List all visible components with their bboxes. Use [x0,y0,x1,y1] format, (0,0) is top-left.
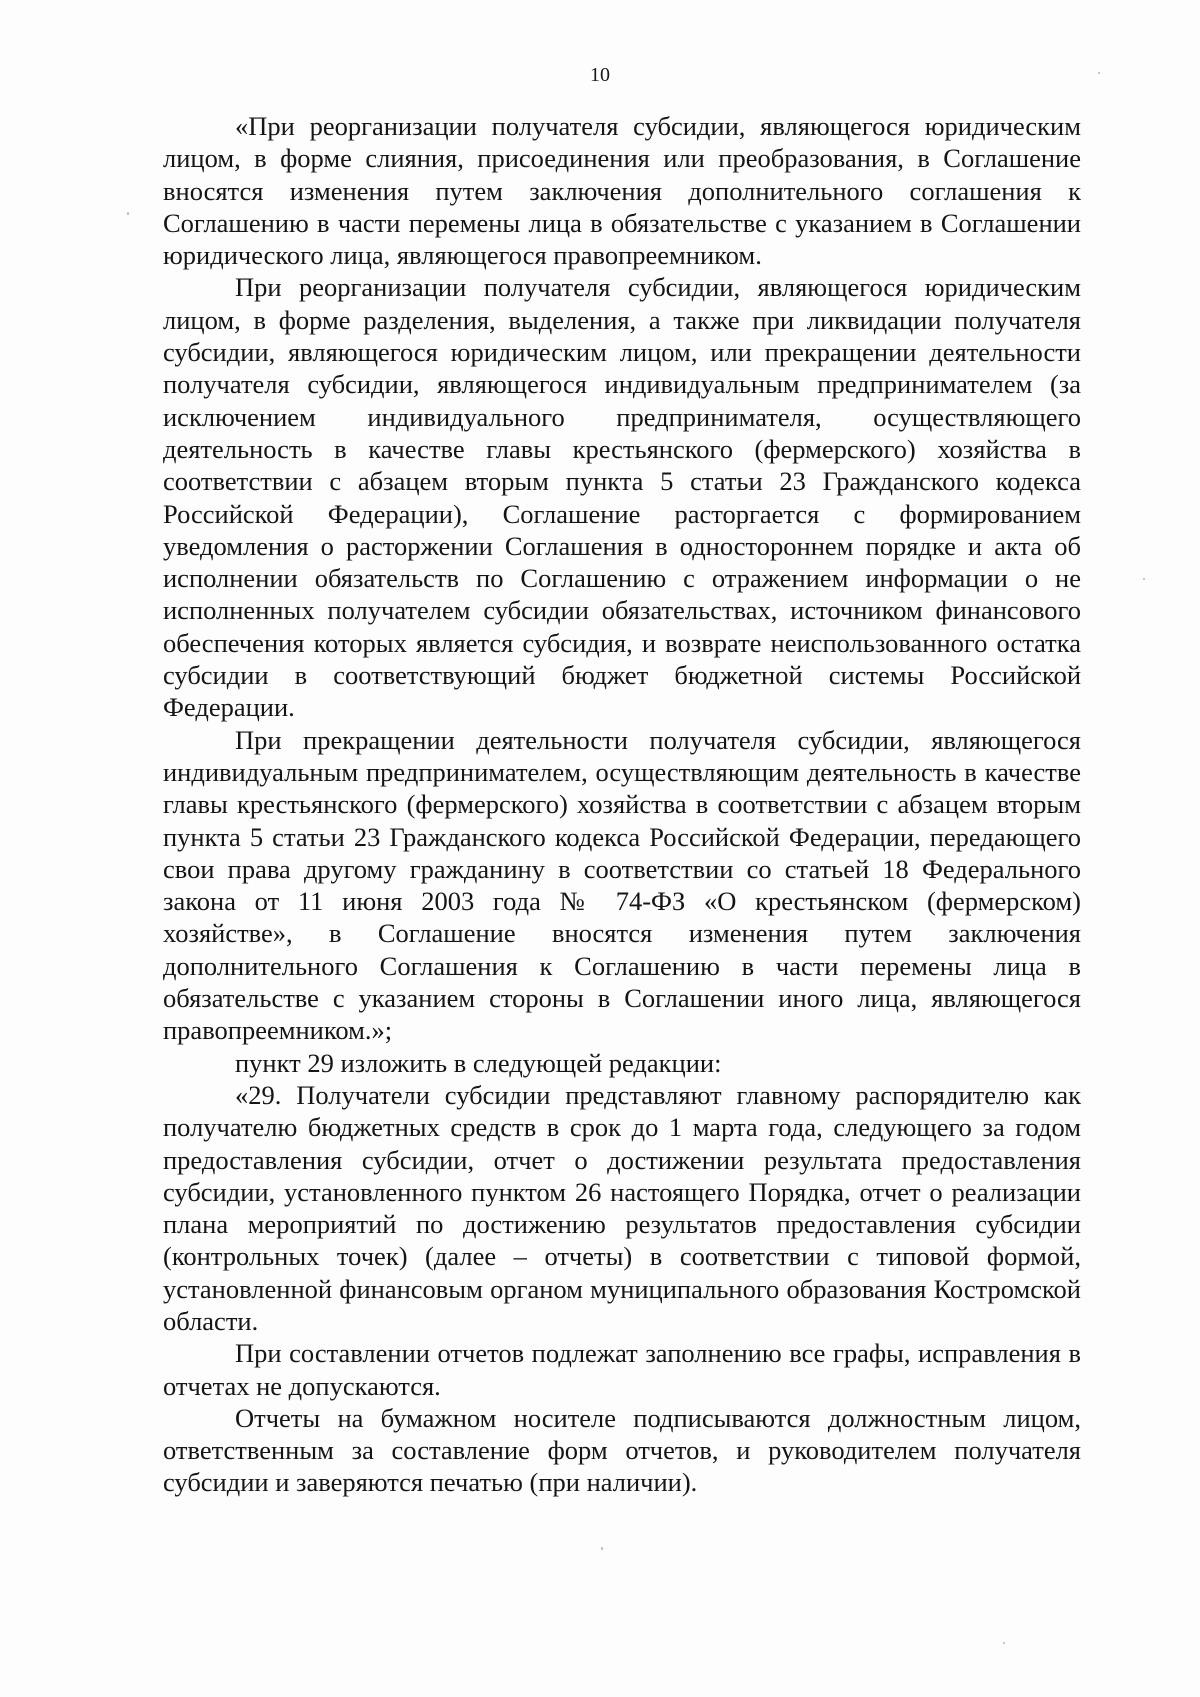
scan-speck [127,212,129,215]
paragraph-reorganization-merger: «При реорганизации получателя субсидии, являющегося юридическим лицом, в форме слияния, присоединения или преобразования, в Соглашение вносятся изменения путем заключения дополнительного соглашения к Соглашению в части перемены лица в обязательстве с указанием в Соглашении юридического лица, являющегося правопреемником. [163,111,1081,271]
paragraph-reports-filling: При составлении отчетов подлежат заполнению все графы, исправления в отчетах не допускаются. [163,1338,1081,1401]
paragraph-reorganization-division: При реорганизации получателя субсидии, являющегося юридическим лицом, в форме разделения, выделения, а также при ликвидации получателя субсидии, являющегося юридическим лицом, или прекращении деятельности получателя субсидии, являющегося индивидуальным предпринимателем (за исключением индивидуального предпринимателя, осуществляющего деятельность в качестве главы крестьянского (фермерского) хозяйства в соответствии с абзацем вторым пункта 5 статьи 23 Гражданского кодекса Российской Федерации), Соглашение расторгается с формированием уведомления о расторжении Соглашения в одностороннем порядке и акта об исполнении обязательств по Соглашению с отражением информации о не исполненных получателем субсидии обязательствах, источником финансового обеспечения которых является субсидия, и возврате неиспользованного остатка субсидии в соответствующий бюджет бюджетной системы Российской Федерации. [163,272,1081,723]
scan-speck [1098,72,1100,74]
paragraph-reports-signing: Отчеты на бумажном носителе подписываются должностным лицом, ответственным за составление форм отчетов, и руководителем получателя субсидии и заверяются печатью (при наличии). [163,1402,1081,1498]
scan-speck [1003,1642,1005,1644]
paragraph-item-29: «29. Получатели субсидии представляют главному распорядителю как получателю бюджетных средств в срок до 1 марта года, следующего за годом предоставления субсидии, отчет о достижении результата предоставления субсидии, установленного пунктом 26 настоящего Порядка, отчет о реализации плана мероприятий по достижению результатов предоставления субсидии (контрольных точек) (далее – отчеты) в соответствии с типовой формой, установленной финансовым органом муниципального образования Костромской области. [163,1079,1081,1336]
document-body [163,110,1081,1499]
page-number: 10 [590,64,610,86]
scan-speck [601,1547,603,1550]
paragraph-item-29-intro: пункт 29 изложить в следующей редакции: [235,1047,722,1078]
scan-speck [1143,578,1145,580]
paragraph-farm-head-termination: При прекращении деятельности получателя субсидии, являющегося индивидуальным предпринимателем, осуществляющим деятельность в качестве главы крестьянского (фермерского) хозяйства в соответствии с абзацем вторым пункта 5 статьи 23 Гражданского кодекса Российской Федерации, передающего свои права другому гражданину в соответствии со статьей 18 Федерального закона от 11 июня 2003 года № 74-ФЗ «О крестьянском (фермерском) хозяйстве», в Соглашение вносятся изменения путем заключения дополнительного Соглашения к Соглашению в части перемены лица в обязательстве с указанием стороны в Соглашении иного лица, являющегося правопреемником.»; [163,724,1081,1046]
